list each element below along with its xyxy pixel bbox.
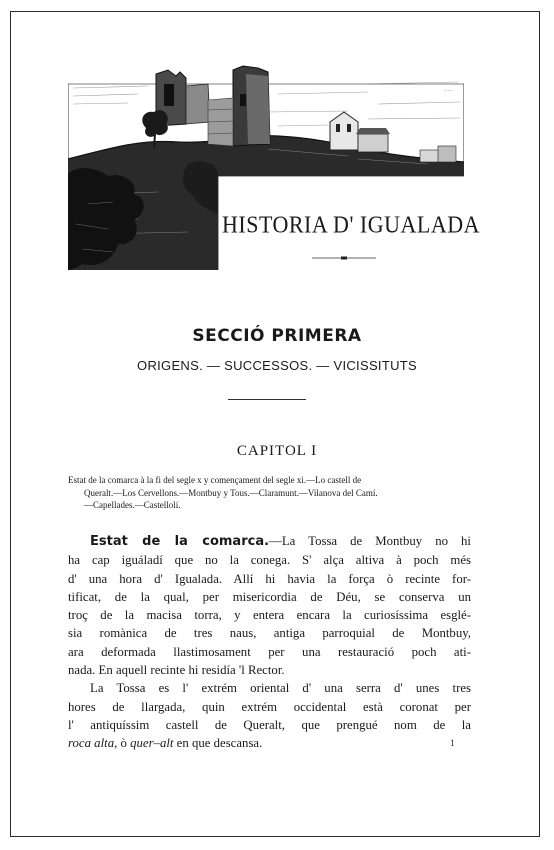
body-line: tificat, de la qual, per misericordia de Déu, se conserva un <box>68 589 471 604</box>
summary-line: Estat de la comarca à la fi del segle x y començament del segle xi.—Lo castell de <box>68 475 362 485</box>
title-ornament <box>312 256 376 260</box>
book-title: HISTORIA D' IGUALADA <box>222 210 480 239</box>
summary-line: Queralt.—Los Cervellons.—Montbuy y Tous.—Claramunt.—Vilanova del Camí. <box>84 487 378 498</box>
body-line: sia romànica de tres naus, antiga parroquial de Montbuy, <box>68 626 471 641</box>
page-number: 1 <box>450 738 455 748</box>
body-line: Estat de la comarca.—La Tossa de Montbuy no hi <box>90 534 471 549</box>
run-in-heading: Estat de la comarca. <box>90 534 270 549</box>
svg-text:·····: ····· <box>444 89 453 94</box>
body-line: nada. En aquell recinte hi residía 'l Rector. <box>68 663 285 678</box>
chapter-heading: CAPITOL I <box>236 443 318 459</box>
body-line: ha cap iguáladí que no la conega. S' alça altiva à poch més <box>68 553 471 568</box>
section-heading: SECCIÓ PRIMERA <box>192 326 362 346</box>
body-line: l' antiquíssim castell de Queralt, que prengué nom de la <box>68 717 471 732</box>
body-line: La Tossa es l' extrém oriental d' una serra d' unes tres <box>90 681 471 696</box>
body-line: hores de llargada, quin extrém occidental està coronat per <box>68 699 471 714</box>
body-text <box>68 532 471 753</box>
body-line: roca alta, ò quer–alt en que descansa. <box>68 736 263 751</box>
body-line: d' una hora d' Igualada. Allí hi havia la força ò recinte for- <box>68 571 471 586</box>
body-line: ara deformada llastimosament per una restauració poch ati- <box>68 644 471 659</box>
section-divider <box>228 399 306 400</box>
body-line: troç de la macisa torra, y entera encara la curiosíssima esglé- <box>68 608 471 623</box>
section-subtitle: ORIGENS. — SUCCESSOS. — VICISSITUTS <box>137 358 417 373</box>
summary-line: —Capellades.—Castellolí. <box>84 500 181 510</box>
chapter-summary <box>68 474 468 512</box>
